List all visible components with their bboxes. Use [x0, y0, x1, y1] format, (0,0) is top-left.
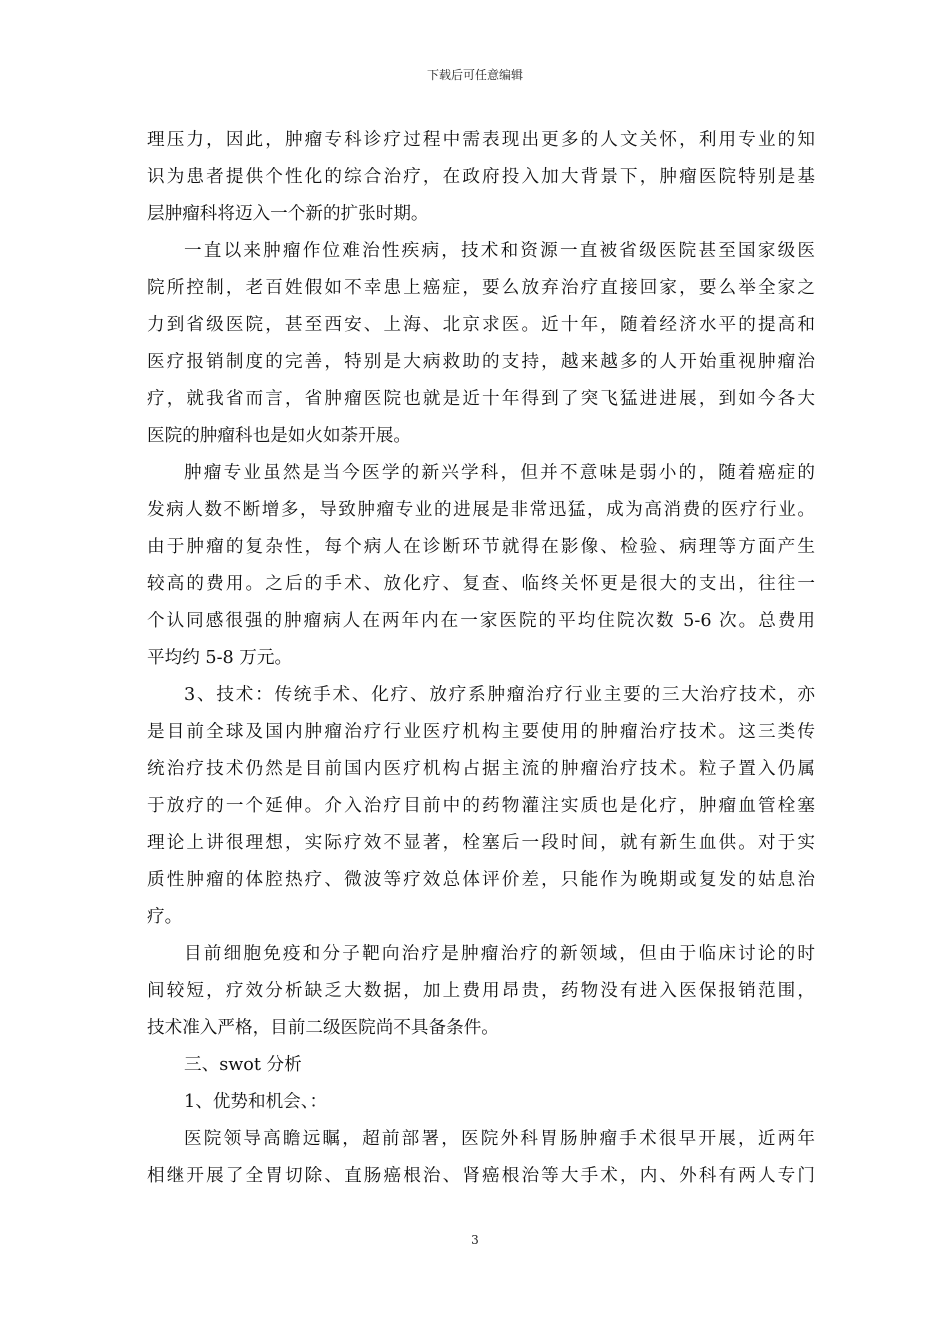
- text-line: 力到省级医院，甚至西安、上海、北京求医。近十年，随着经济水平的提高和: [147, 315, 815, 335]
- body-text: [147, 122, 815, 1195]
- text-line: 间较短，疗效分析缺乏大数据，加上费用昂贵，药物没有进入医保报销范围，: [147, 981, 815, 1001]
- subsection-heading: 1、优势和机会、：: [184, 1092, 328, 1112]
- text-line: 一直以来肿瘤作位难治性疾病，技术和资源一直被省级医院甚至国家级医: [184, 241, 815, 261]
- text-line: 理论上讲很理想，实际疗效不显著，栓塞后一段时间，就有新生血供。对于实: [147, 833, 815, 853]
- text-line: 技术准入严格，目前二级医院尚不具备条件。: [147, 1018, 499, 1038]
- text-line: 是目前全球及国内肿瘤治疗行业医疗机构主要使用的肿瘤治疗技术。这三类传: [147, 722, 815, 742]
- page-header: 下载后可任意编辑: [426, 68, 523, 82]
- text-line: 相继开展了全胃切除、直肠癌根治、肾癌根治等大手术，内、外科有两人专门: [147, 1166, 815, 1186]
- text-line: 院所控制，老百姓假如不幸患上癌症，要么放弃治疗直接回家，要么举全家之: [147, 278, 815, 298]
- text-line: 由于肿瘤的复杂性，每个病人在诊断环节就得在影像、检验、病理等方面产生: [147, 537, 815, 557]
- text-line: 医院的肿瘤科也是如火如荼开展。: [147, 426, 411, 446]
- text-line: 层肿瘤科将迈入一个新的扩张时期。: [147, 204, 429, 224]
- text-line: 疗。: [147, 907, 183, 927]
- section-heading: 三、swot 分析: [184, 1055, 302, 1075]
- text-line: 识为患者提供个性化的综合治疗，在政府投入加大背景下，肿瘤医院特别是基: [147, 167, 815, 187]
- text-line: 3、技术：传统手术、化疗、放疗系肿瘤治疗行业主要的三大治疗技术，亦: [184, 685, 815, 705]
- text-line: 医疗报销制度的完善，特别是大病救助的支持，越来越多的人开始重视肿瘤治: [147, 352, 815, 372]
- text-line: 医院领导高瞻远瞩，超前部署，医院外科胃肠肿瘤手术很早开展，近两年: [184, 1129, 815, 1149]
- text-line: 个认同感很强的肿瘤病人在两年内在一家医院的平均住院次数 5-6 次。总费用: [147, 611, 815, 631]
- text-line: 疗，就我省而言，省肿瘤医院也就是近十年得到了突飞猛进进展，到如今各大: [147, 389, 815, 409]
- text-line: 统治疗技术仍然是目前国内医疗机构占据主流的肿瘤治疗技术。粒子置入仍属: [147, 759, 815, 779]
- text-line: 较高的费用。之后的手术、放化疗、复查、临终关怀更是很大的支出，往往一: [147, 574, 815, 594]
- text-line: 理压力，因此，肿瘤专科诊疗过程中需表现出更多的人文关怀，利用专业的知: [147, 130, 815, 150]
- page-number: 3: [471, 1233, 479, 1247]
- text-line: 质性肿瘤的体腔热疗、微波等疗效总体评价差，只能作为晚期或复发的姑息治: [147, 870, 815, 890]
- text-line: 肿瘤专业虽然是当今医学的新兴学科，但并不意味是弱小的，随着癌症的: [184, 463, 815, 483]
- text-line: 发病人数不断增多，导致肿瘤专业的进展是非常迅猛，成为高消费的医疗行业。: [147, 500, 815, 520]
- text-line: 目前细胞免疫和分子靶向治疗是肿瘤治疗的新领域，但由于临床讨论的时: [184, 944, 815, 964]
- text-line: 平均约 5-8 万元。: [147, 648, 293, 668]
- text-line: 于放疗的一个延伸。介入治疗目前中的药物灌注实质也是化疗，肿瘤血管栓塞: [147, 796, 815, 816]
